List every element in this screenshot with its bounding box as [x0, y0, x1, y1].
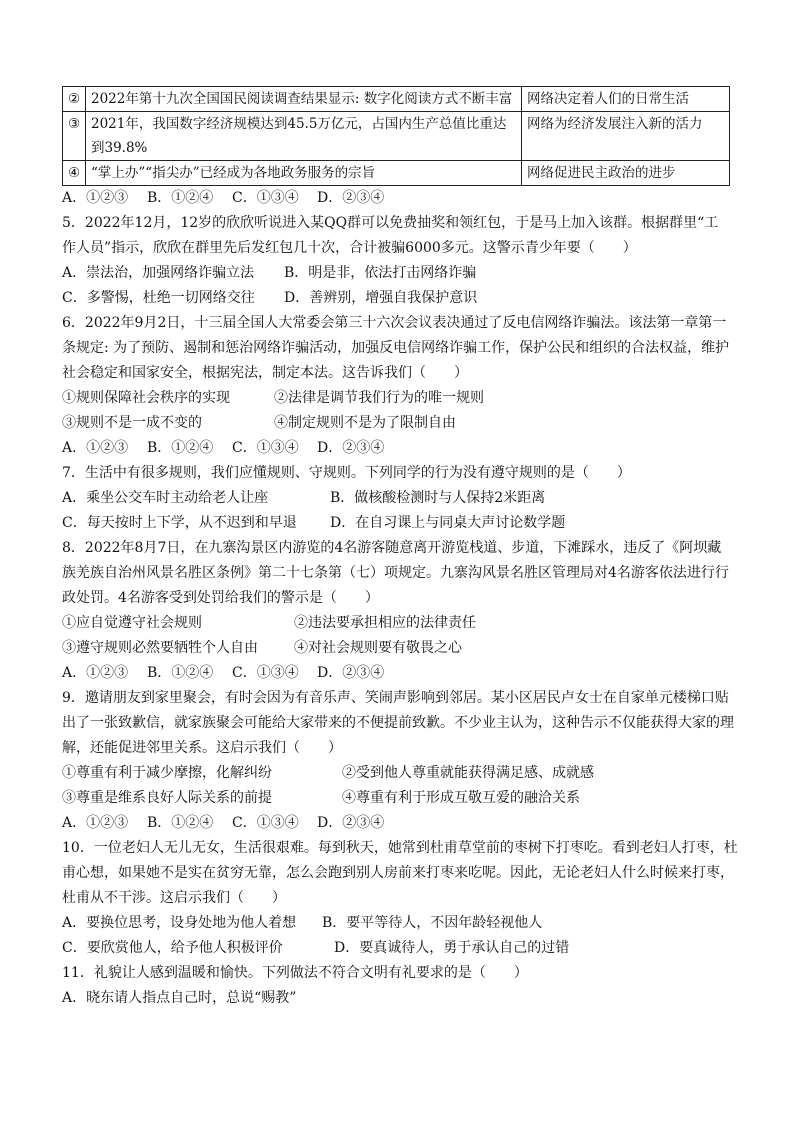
- option-c[interactable]: C．①③④: [232, 665, 299, 681]
- option-d[interactable]: D．②③④: [317, 440, 385, 456]
- option-row: [62, 286, 742, 311]
- option-d[interactable]: D．②③④: [317, 190, 385, 206]
- question-stem: 政处罚。4名游客受到处罚给我们的警示是（ ）: [62, 590, 379, 606]
- row-number: ④: [63, 161, 86, 186]
- row-number: ②: [63, 87, 86, 112]
- option-b[interactable]: B．①②④: [147, 440, 214, 456]
- statement-item: ①规则保障社会秩序的实现: [62, 390, 230, 406]
- question-stem: 社会稳定和国家安全，根据宪法，制定本法。这告诉我们（ ）: [62, 365, 468, 381]
- question-stem: 5．2022年12月，12岁的欣欣听说进入某QQ群可以免费抽奖和领红包，于是马上加入该群。根据群里“工: [62, 215, 719, 231]
- row-viewpoint: 网络为经济发展注入新的活力: [522, 112, 730, 161]
- question-9: [62, 686, 742, 836]
- option-row: [62, 486, 742, 511]
- statement-item: ③尊重是维系良好人际关系的前提: [62, 790, 272, 806]
- statement-row: [62, 386, 742, 411]
- option-row: [62, 436, 742, 461]
- option-d[interactable]: D．在自习课上与同桌大声讨论数学题: [330, 515, 566, 531]
- question-10: [62, 836, 742, 961]
- option-c[interactable]: C．多警惕，杜绝一切网络交往: [62, 290, 255, 306]
- statement-row: [62, 611, 742, 636]
- option-b[interactable]: B．要平等待人，不因年龄轻视他人: [322, 915, 543, 931]
- statement-row: [62, 786, 742, 811]
- question-5: [62, 211, 742, 311]
- statement-item: ④制定规则不是为了限制自由: [274, 415, 456, 431]
- statement-item: ④对社会规则要有敬畏之心: [294, 640, 462, 656]
- question-stem: 族羌族自治州风景名胜区条例》第二十七条第（七）项规定。九寨沟风景名胜区管理局对4名游客依法进行行: [62, 565, 729, 581]
- question-stem: 作人员”指示，欣欣在群里先后发红包几十次，合计被骗6000多元。这警示青少年要（ ）: [62, 240, 637, 256]
- option-b[interactable]: B．①②④: [147, 190, 214, 206]
- option-b[interactable]: B．做核酸检测时与人保持2米距离: [330, 490, 546, 506]
- statement-item: ③规则不是一成不变的: [62, 415, 202, 431]
- option-d[interactable]: D．要真诚待人，勇于承认自己的过错: [334, 940, 570, 956]
- statement-item: ②违法要承担相应的法律责任: [294, 615, 476, 631]
- option-row: [62, 261, 742, 286]
- question-stem: 条规定: 为了预防、遏制和惩治网络诈骗活动，加强反电信网络诈骗工作，保护公民和组织的合法权益，维护: [62, 340, 730, 356]
- statement-item: ①应自觉遵守社会规则: [62, 615, 202, 631]
- option-row: [62, 911, 742, 936]
- option-d[interactable]: D．善辨别，增强自我保护意识: [284, 290, 478, 306]
- q4-options: [62, 186, 742, 211]
- option-a[interactable]: A．①②③: [62, 665, 129, 681]
- option-row: [62, 661, 742, 686]
- option-b[interactable]: B．①②④: [147, 665, 214, 681]
- option-a[interactable]: A．崇法治，加强网络诈骗立法: [62, 265, 255, 281]
- option-row: [62, 936, 742, 961]
- option-b[interactable]: B．①②④: [147, 815, 214, 831]
- statement-item: ②法律是调节我们行为的唯一规则: [274, 390, 484, 406]
- option-row: [62, 511, 742, 536]
- question-stem: 杜甫从不干涉。这启示我们（ ）: [62, 890, 286, 906]
- table-row: [63, 161, 730, 186]
- option-c[interactable]: C．每天按时上下学，从不迟到和早退: [62, 515, 297, 531]
- question-6: [62, 311, 742, 461]
- option-c[interactable]: C．①③④: [232, 440, 299, 456]
- row-description: 2021年，我国数字经济规模达到45.5万亿元，占国内生产总值比重达到39.8%: [86, 112, 522, 161]
- table-row: [63, 112, 730, 161]
- question-stem: 甫心想，如果她不是实在贫穷无靠，怎么会跑到别人房前来打枣来吃呢。因此，无论老妇人什么时候来打枣，: [62, 865, 734, 881]
- option-d[interactable]: D．②③④: [317, 815, 385, 831]
- statement-row: [62, 761, 742, 786]
- question-stem: 6．2022年9月2日，十三届全国人大常委会第三十六次会议表决通过了反电信网络诈骗法。该法第一章第一: [62, 315, 727, 331]
- row-viewpoint: 网络促进民主政治的进步: [522, 161, 730, 186]
- question-11: [62, 961, 742, 1011]
- option-d[interactable]: D．②③④: [317, 665, 385, 681]
- option-c[interactable]: C．①③④: [232, 190, 299, 206]
- example-table: [62, 86, 730, 186]
- question-stem: 解，还能促进邻里关系。这启示我们（ ）: [62, 740, 342, 756]
- option-a[interactable]: A．①②③: [62, 815, 129, 831]
- question-stem: 11．礼貌让人感到温暖和愉快。下列做法不符合文明有礼要求的是（ ）: [62, 965, 528, 981]
- option-b[interactable]: B．明是非，依法打击网络诈骗: [284, 265, 477, 281]
- exam-page: [62, 86, 742, 1011]
- statement-item: ③遵守规则必然要牺牲个人自由: [62, 640, 258, 656]
- row-viewpoint: 网络决定着人们的日常生活: [522, 87, 730, 112]
- statement-row: [62, 411, 742, 436]
- question-stem: 10．一位老妇人无儿无女，生活很艰难。每到秋天，她常到杜甫草堂前的枣树下打枣吃。看到老妇人打枣，杜: [62, 840, 738, 856]
- statement-row: [62, 636, 742, 661]
- table-row: [63, 87, 730, 112]
- question-stem: 8．2022年8月7日，在九寨沟景区内游览的4名游客随意离开游览栈道、步道，下滩踩水，违反了《阿坝藏: [62, 540, 722, 556]
- option-a[interactable]: A．①②③: [62, 190, 129, 206]
- option-a[interactable]: A．要换位思考，设身处地为他人着想: [62, 915, 297, 931]
- statement-item: ①尊重有利于减少摩擦，化解纠纷: [62, 765, 272, 781]
- question-stem: 出了一张致歉信，就家族聚会可能给大家带来的不便提前致歉。不少业主认为，这种告示不仅能获得大家的理: [62, 715, 734, 731]
- statement-item: ②受到他人尊重就能获得满足感、成就感: [342, 765, 594, 781]
- statement-item: ④尊重有利于形成互敬互爱的融洽关系: [342, 790, 580, 806]
- question-stem: 7．生活中有很多规则，我们应懂规则、守规则。下列同学的行为没有遵守规则的是（ ）: [62, 465, 631, 481]
- option-a[interactable]: A．晓东请人指点自己时，总说“赐教”: [62, 990, 297, 1006]
- option-c[interactable]: C．要欣赏他人，给予他人积极评价: [62, 940, 283, 956]
- row-description: “掌上办”“指尖办”已经成为各地政务服务的宗旨: [86, 161, 522, 186]
- option-c[interactable]: C．①③④: [232, 815, 299, 831]
- row-description: 2022年第十九次全国国民阅读调查结果显示: 数字化阅读方式不断丰富: [86, 87, 522, 112]
- row-number: ③: [63, 112, 86, 161]
- option-row: [62, 811, 742, 836]
- question-8: [62, 536, 742, 686]
- question-stem: 9．邀请朋友到家里聚会，有时会因为有音乐声、笑闹声影响到邻居。某小区居民卢女士在自家单元楼梯口贴: [62, 690, 729, 706]
- option-a[interactable]: A．乘坐公交车时主动给老人让座: [62, 490, 269, 506]
- question-7: [62, 461, 742, 536]
- option-a[interactable]: A．①②③: [62, 440, 129, 456]
